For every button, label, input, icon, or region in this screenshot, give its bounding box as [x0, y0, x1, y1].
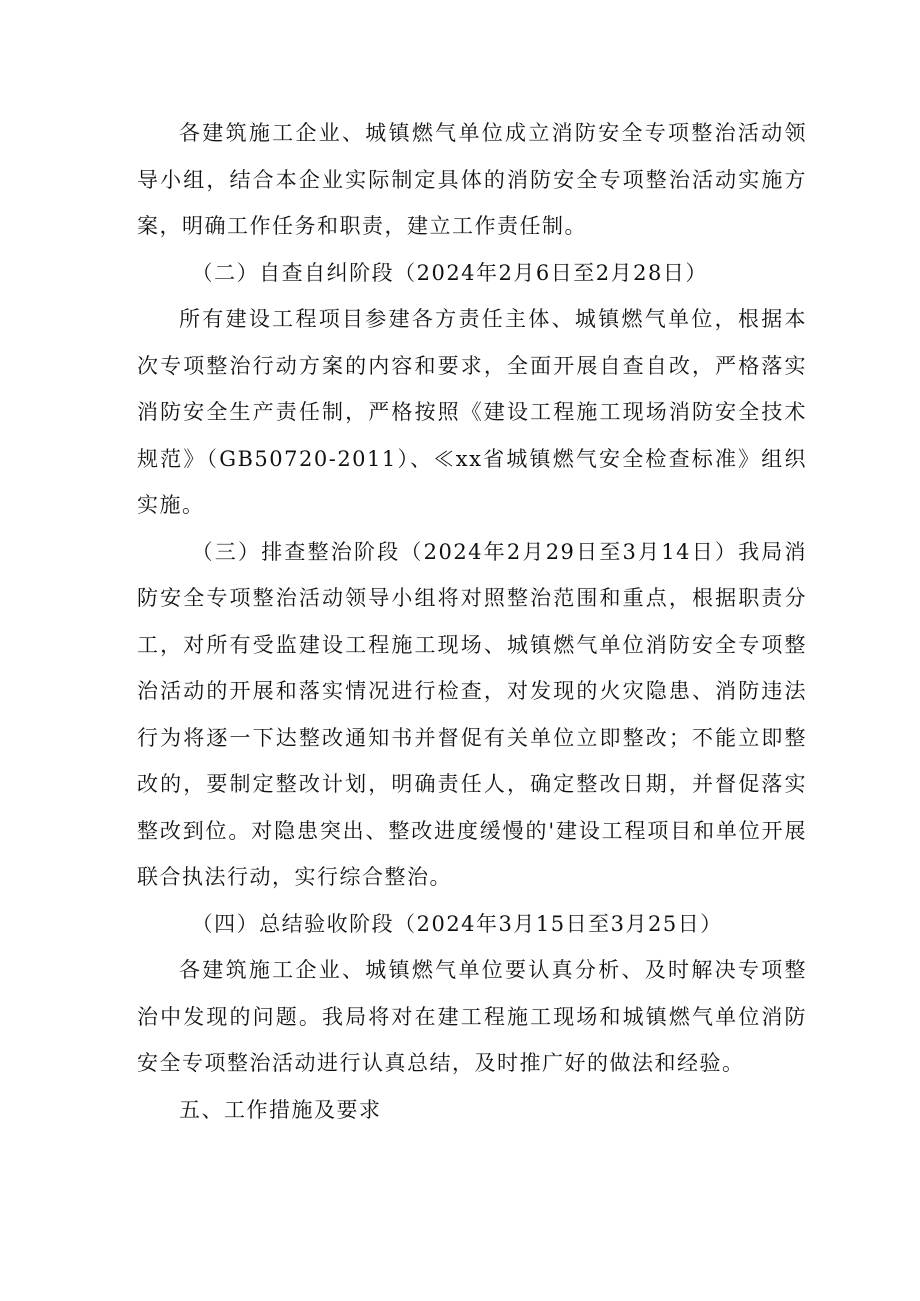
heading-summary-stage: （四）总结验收阶段（2024年3月15日至3月25日） [191, 911, 723, 936]
document-body [137, 110, 807, 1133]
paragraph-leadership-group: 各建筑施工企业、城镇燃气单位成立消防安全专项整治活动领导小组，结合本企业实际制定具体的消防安全专项整治活动实施方案，明确工作任务和职责，建立工作责任制。 [137, 121, 807, 238]
paragraph-rectification-stage: （三）排查整治阶段（2024年2月29日至3月14日）我局消防安全专项整治活动领导小组将对照整治范围和重点，根据职责分工，对所有受监建设工程施工现场、城镇燃气单位消防安全专项整治活动的开展和落实情况进行检查，对发现的火灾隐患、消防违法行为将逐一下达整改通知书并督促有关单位立即整改；不能立即整改的，要制定整改计划，明确责任人，确定整改日期，并督促落实整改到位。对隐患突出、整改进度缓慢的'建设工程项目和单位开展联合执法行动，实行综合整治。 [137, 539, 807, 889]
heading-work-measures: 五、工作措施及要求 [179, 1097, 382, 1122]
heading-self-inspection-stage: （二）自查自纠阶段（2024年2月6日至2月28日） [191, 260, 708, 285]
paragraph-summary: 各建筑施工企业、城镇燃气单位要认真分析、及时解决专项整治中发现的问题。我局将对在建工程施工现场和城镇燃气单位消防安全专项整治活动进行认真总结，及时推广好的做法和经验。 [137, 958, 807, 1075]
paragraph-self-inspection: 所有建设工程项目参建各方责任主体、城镇燃气单位，根据本次专项整治行动方案的内容和要求，全面开展自查自改，严格落实消防安全生产责任制，严格按照《建设工程施工现场消防安全技术规范》（GB50720-2011）、≪xx省城镇燃气安全检查标准》组织实施。 [137, 307, 807, 517]
